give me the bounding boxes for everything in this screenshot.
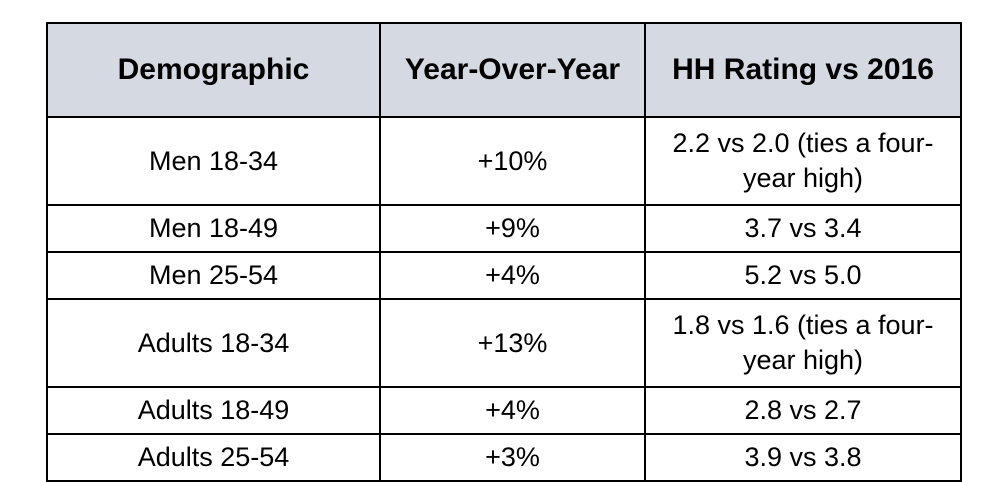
cell-hh-rating: 1.8 vs 1.6 (ties a four-year high) bbox=[645, 299, 961, 387]
column-header-year-over-year: Year-Over-Year bbox=[380, 23, 645, 117]
cell-yoy: +13% bbox=[380, 299, 645, 387]
ratings-table-container bbox=[46, 22, 960, 482]
table-row bbox=[47, 205, 961, 252]
table-row bbox=[47, 387, 961, 434]
cell-hh-rating: 2.8 vs 2.7 bbox=[645, 387, 961, 434]
cell-demographic: Men 18-49 bbox=[47, 205, 380, 252]
column-header-demographic: Demographic bbox=[47, 23, 380, 117]
table-body bbox=[47, 117, 961, 481]
table-row bbox=[47, 252, 961, 299]
table-header bbox=[47, 23, 961, 117]
cell-hh-rating: 2.2 vs 2.0 (ties a four-year high) bbox=[645, 117, 961, 205]
cell-yoy: +3% bbox=[380, 434, 645, 481]
table-row bbox=[47, 117, 961, 205]
cell-yoy: +10% bbox=[380, 117, 645, 205]
cell-demographic: Adults 18-34 bbox=[47, 299, 380, 387]
cell-demographic: Men 25-54 bbox=[47, 252, 380, 299]
table-row bbox=[47, 434, 961, 481]
cell-demographic: Men 18-34 bbox=[47, 117, 380, 205]
cell-demographic: Adults 18-49 bbox=[47, 387, 380, 434]
cell-yoy: +4% bbox=[380, 387, 645, 434]
cell-hh-rating: 3.7 vs 3.4 bbox=[645, 205, 961, 252]
cell-hh-rating: 3.9 vs 3.8 bbox=[645, 434, 961, 481]
cell-demographic: Adults 25-54 bbox=[47, 434, 380, 481]
column-header-hh-rating: HH Rating vs 2016 bbox=[645, 23, 961, 117]
cell-hh-rating: 5.2 vs 5.0 bbox=[645, 252, 961, 299]
cell-yoy: +4% bbox=[380, 252, 645, 299]
table-row bbox=[47, 299, 961, 387]
table-header-row bbox=[47, 23, 961, 117]
cell-yoy: +9% bbox=[380, 205, 645, 252]
ratings-table bbox=[46, 22, 962, 482]
